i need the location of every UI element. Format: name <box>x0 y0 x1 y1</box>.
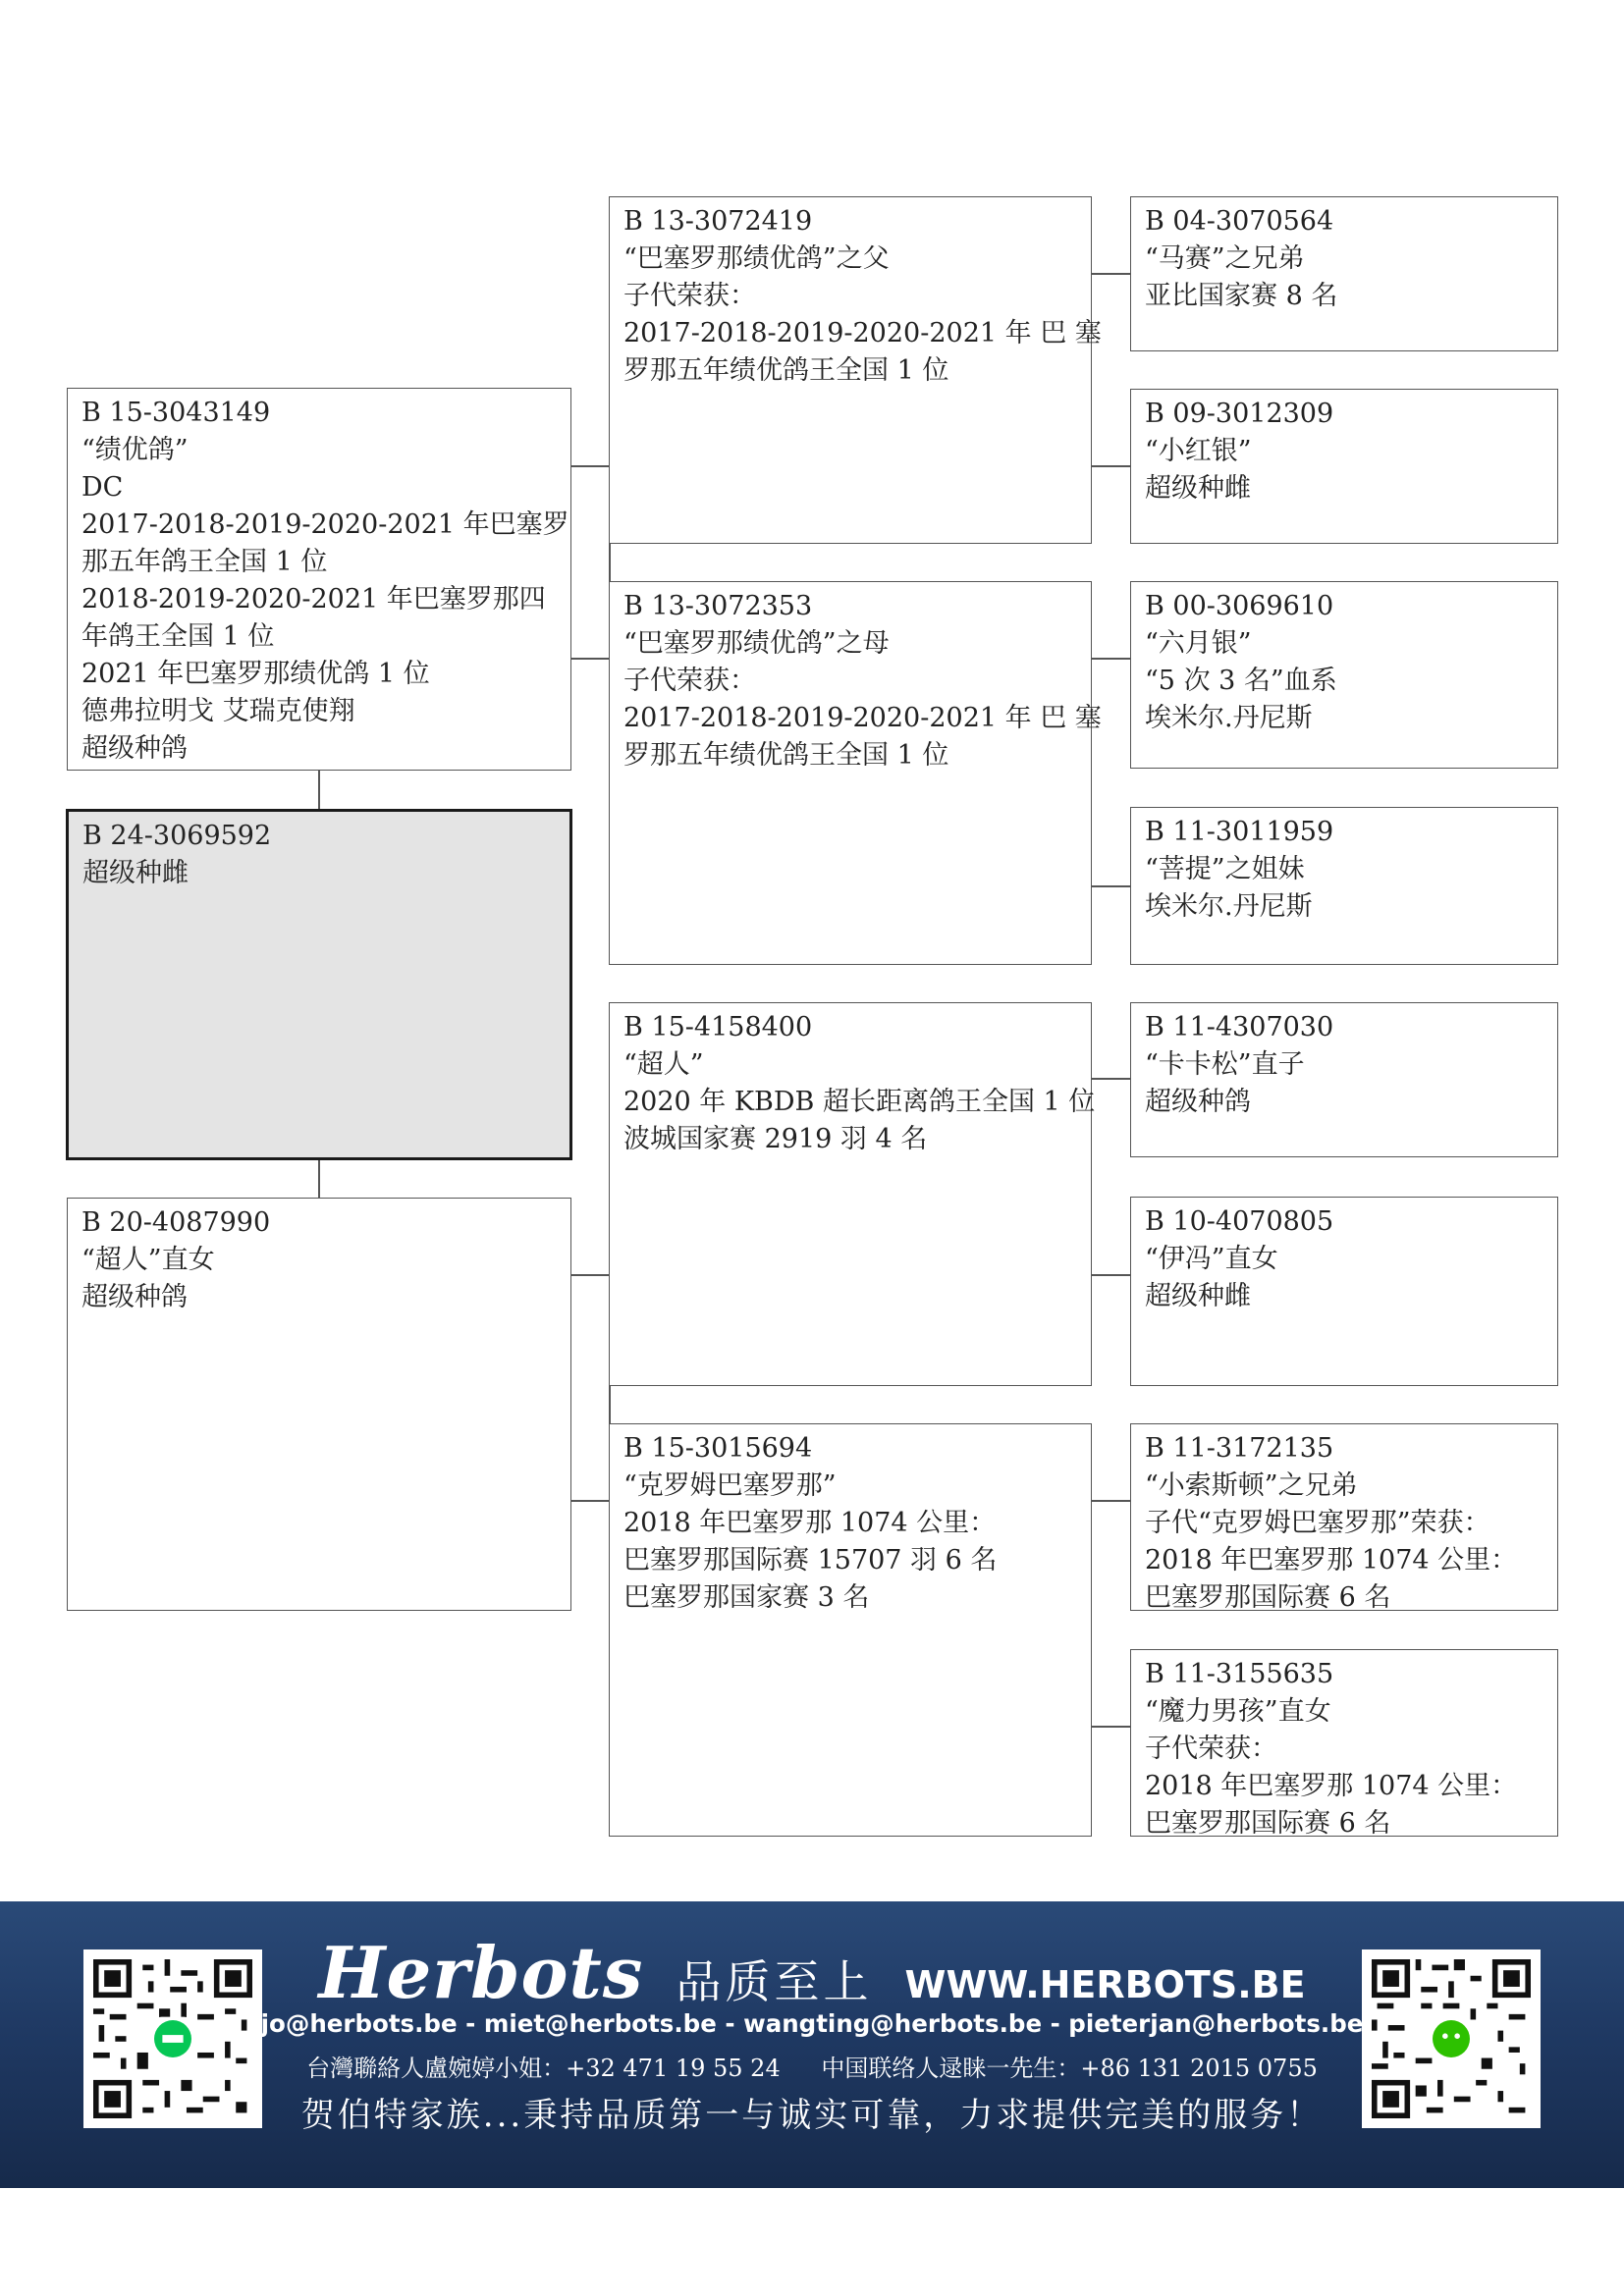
bird-detail-line: 2017-2018-2019-2020-2021 年 巴 塞 <box>623 318 1102 348</box>
bird-detail-line: 埃米尔.丹尼斯 <box>1145 703 1313 733</box>
ring-number: B 11-4307030 <box>1145 1012 1334 1042</box>
bird-detail-line: 超级种鸽 <box>81 733 188 764</box>
connector-line <box>318 771 320 809</box>
bird-detail-line: 超级种雌 <box>1145 473 1251 504</box>
bird-detail-line: 2020 年 KBDB 超长距离鸽王全国 1 位 <box>623 1087 1096 1117</box>
ring-number: B 13-3072419 <box>623 206 813 237</box>
connector-line <box>318 1159 320 1198</box>
bird-detail-line: “卡卡松”直子 <box>1145 1049 1305 1080</box>
dam-card <box>67 1198 571 1611</box>
dam-sire-card <box>609 1002 1096 1386</box>
bird-detail-line: 超级种鸽 <box>81 1282 188 1312</box>
bird-detail-line: “伊冯”直女 <box>1145 1244 1278 1274</box>
bird-detail-line: “菩提”之姐妹 <box>1145 854 1305 884</box>
bird-detail-line: 那五年鸽王全国 1 位 <box>81 547 328 577</box>
ring-number: B 10-4070805 <box>1145 1206 1334 1237</box>
ring-number: B 11-3155635 <box>1145 1659 1334 1689</box>
bird-detail-line: 超级种雌 <box>1145 1281 1251 1311</box>
website-link[interactable]: WWW.HERBOTS.BE <box>904 1963 1306 2006</box>
sd-dam-card <box>1130 807 1558 965</box>
bird-detail-line: 2018-2019-2020-2021 年巴塞罗那四 <box>81 584 546 614</box>
sire-sire-card <box>609 196 1102 544</box>
connector-line <box>1091 658 1130 660</box>
connector-line <box>570 1500 610 1502</box>
bird-detail-line: “马赛”之兄弟 <box>1145 243 1305 274</box>
ring-number: B 13-3072353 <box>623 591 813 621</box>
bird-detail-line: 巴塞罗那国际赛 6 名 <box>1145 1808 1391 1839</box>
bird-detail-line: 子代荣获： <box>623 281 756 311</box>
bird-detail-line: 超级种雌 <box>82 858 189 888</box>
bird-detail-line: “巴塞罗那绩优鸽”之父 <box>623 243 890 274</box>
bird-detail-line: 罗那五年绩优鸽王全国 1 位 <box>623 740 949 771</box>
email-list[interactable]: jo@herbots.be - miet@herbots.be - wangting@herbots.be - pieterjan@herbots.be <box>260 2009 1364 2038</box>
footer-banner <box>0 1901 1624 2188</box>
connector-line <box>1091 885 1130 887</box>
bird-detail-line: 巴塞罗那国际赛 6 名 <box>1145 1582 1391 1613</box>
ss-dam-card <box>1130 389 1558 544</box>
bird-detail-line: DC <box>81 472 124 503</box>
bird-detail-line: 子代荣获： <box>623 666 756 696</box>
sire-card <box>67 388 571 771</box>
ds-sire-card <box>1130 1002 1558 1157</box>
bird-detail-line: “小红银” <box>1145 436 1252 466</box>
bird-detail-line: 2018 年巴塞罗那 1074 公里： <box>1145 1545 1518 1575</box>
bird-detail-line: “超人” <box>623 1049 704 1080</box>
bird-detail-line: “巴塞罗那绩优鸽”之母 <box>623 628 890 659</box>
bird-detail-line: “魔力男孩”直女 <box>1145 1696 1331 1727</box>
connector-line <box>570 465 610 467</box>
bird-detail-line: 子代“克罗姆巴塞罗那”荣获： <box>1145 1508 1490 1538</box>
subject-card <box>66 809 572 1160</box>
bird-detail-line: 巴塞罗那国际赛 15707 羽 6 名 <box>623 1545 998 1575</box>
bird-detail-line: “克罗姆巴塞罗那” <box>623 1470 837 1501</box>
bird-detail-line: 德弗拉明戈 艾瑞克使翔 <box>81 696 355 726</box>
contact-line <box>0 2049 1624 2083</box>
dd-sire-card <box>1130 1423 1558 1611</box>
ring-number: B 15-3015694 <box>623 1433 813 1464</box>
bird-detail-line: 2021 年巴塞罗那绩优鸽 1 位 <box>81 659 430 689</box>
connector-line <box>1091 1726 1130 1728</box>
bird-detail-line: 波城国家赛 2919 羽 4 名 <box>623 1124 928 1154</box>
bird-detail-line: 亚比国家赛 8 名 <box>1145 281 1338 311</box>
ring-number: B 24-3069592 <box>82 821 272 851</box>
connector-line <box>1091 1500 1130 1502</box>
bird-detail-line: 年鸽王全国 1 位 <box>81 621 275 652</box>
bird-detail-line: 子代荣获： <box>1145 1734 1277 1764</box>
bird-detail-line: “绩优鸽” <box>81 435 189 465</box>
ds-dam-card <box>1130 1197 1558 1386</box>
ring-number: B 11-3011959 <box>1145 817 1334 847</box>
connector-line <box>570 658 610 660</box>
bird-detail-line: 埃米尔.丹尼斯 <box>1145 891 1313 922</box>
tagline: 贺伯特家族...秉持品质第一与诚实可靠，力求提供完美的服务！ <box>300 2096 1324 2135</box>
dd-dam-card <box>1130 1649 1558 1837</box>
bird-detail-line: 巴塞罗那国家赛 3 名 <box>623 1582 870 1613</box>
dam-dam-card <box>609 1423 1092 1837</box>
brand-row <box>0 1931 1624 2014</box>
herbots-logo: Herbots <box>318 1931 644 2014</box>
bird-detail-line: 2017-2018-2019-2020-2021 年巴塞罗 <box>81 509 569 540</box>
bird-detail-line: “小索斯顿”之兄弟 <box>1145 1470 1358 1501</box>
connector-line <box>1091 465 1130 467</box>
ring-number: B 11-3172135 <box>1145 1433 1334 1464</box>
contact-china: 中国联络人逯睐一先生：+86 131 2015 0755 <box>821 2055 1318 2082</box>
brand-slogan: 品质至上 <box>676 1955 873 2008</box>
sd-sire-card <box>1130 581 1558 769</box>
bird-detail-line: 2017-2018-2019-2020-2021 年 巴 塞 <box>623 703 1102 733</box>
connector-line <box>1091 1274 1130 1276</box>
ring-number: B 15-3043149 <box>81 398 271 428</box>
sire-dam-card <box>609 581 1102 965</box>
bird-detail-line: “六月银” <box>1145 628 1252 659</box>
ring-number: B 20-4087990 <box>81 1207 271 1238</box>
connector-line <box>1091 1078 1130 1080</box>
ss-sire-card <box>1130 196 1558 351</box>
ring-number: B 09-3012309 <box>1145 399 1334 429</box>
bird-detail-line: 罗那五年绩优鸽王全国 1 位 <box>623 355 949 386</box>
bird-detail-line: 2018 年巴塞罗那 1074 公里： <box>1145 1771 1518 1801</box>
bird-detail-line: 2018 年巴塞罗那 1074 公里： <box>623 1508 997 1538</box>
bird-detail-line: 超级种鸽 <box>1145 1087 1251 1117</box>
ring-number: B 04-3070564 <box>1145 206 1334 237</box>
bird-detail-line: “5 次 3 名”血系 <box>1145 666 1337 696</box>
bird-detail-line: “超人”直女 <box>81 1245 215 1275</box>
ring-number: B 15-4158400 <box>623 1012 813 1042</box>
contact-taiwan: 台灣聯絡人盧婉婷小姐：+32 471 19 55 24 <box>306 2055 781 2082</box>
connector-line <box>570 1274 610 1276</box>
ring-number: B 00-3069610 <box>1145 591 1334 621</box>
connector-line <box>1091 273 1130 275</box>
